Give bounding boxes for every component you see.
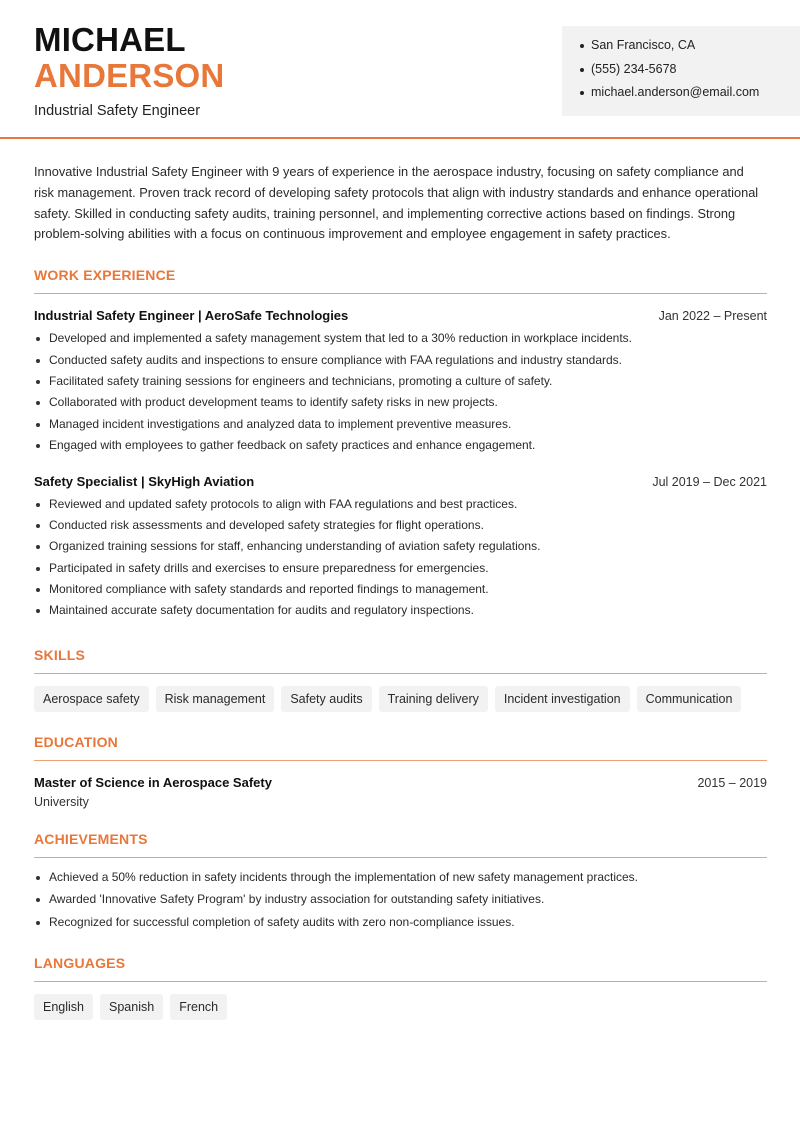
achievements-heading: ACHIEVEMENTS: [34, 831, 767, 858]
summary: Innovative Industrial Safety Engineer with 9 years of experience in the aerospace industry, focusing on safety compliance and risk management. Proven track record of developing safety protocols that align with industry standards and enhance operational safety. Skilled in conducting safety audits, training personnel, and implementing corrective actions based on findings. Strong problem-solving abilities with a focus on continuous improvement and employee engagement in safety practices.: [34, 164, 759, 242]
list-item: [34, 438, 767, 459]
list-item-text: Participated in safety drills and exercises to ensure preparedness for emergencies.: [49, 560, 489, 575]
list-item: [34, 603, 767, 624]
last-name: ANDERSON: [34, 57, 225, 94]
list-item: [34, 497, 767, 518]
list-item-text: Engaged with employees to gather feedback on safety practices and enhance engagement.: [49, 438, 536, 453]
bullet-icon: [36, 588, 40, 592]
language-chip: French: [170, 994, 227, 1020]
achievements-list: [34, 870, 767, 938]
bullet-icon: [36, 444, 40, 448]
list-item: [34, 870, 767, 893]
list-item-text: Awarded 'Innovative Safety Program' by industry association for outstanding safety initiatives.: [49, 892, 545, 907]
list-item: [34, 353, 767, 374]
job-title: Industrial Safety Engineer: [34, 103, 201, 119]
bullet-icon: [36, 380, 40, 384]
skills-heading: SKILLS: [34, 647, 767, 674]
list-item-text: Maintained accurate safety documentation for audits and regulatory inspections.: [49, 603, 474, 618]
school: University: [34, 794, 89, 809]
list-item-text: Organized training sessions for staff, enhancing understanding of aviation safety regulations.: [49, 539, 541, 554]
list-item: [34, 518, 767, 539]
education-heading: EDUCATION: [34, 734, 767, 761]
list-item: [34, 915, 767, 938]
bullet-icon: [36, 921, 40, 925]
education-header: [34, 775, 767, 790]
list-item-text: Conducted risk assessments and developed safety strategies for flight operations.: [49, 517, 484, 532]
list-item: [34, 561, 767, 582]
job-bullets: [34, 331, 767, 459]
list-item-text: Recognized for successful completion of safety audits with zero non-compliance issues.: [49, 914, 515, 929]
contact-email: [580, 85, 800, 109]
contact-location-text: San Francisco, CA: [591, 38, 696, 52]
bullet-icon: [36, 898, 40, 902]
list-item: [34, 892, 767, 915]
contact-box: [562, 26, 800, 116]
bullet-icon: [36, 545, 40, 549]
bullet-icon: [36, 359, 40, 363]
bullet-icon: [36, 503, 40, 507]
contact-location: [580, 38, 800, 62]
skill-chip: Safety audits: [281, 686, 371, 712]
list-item: [34, 539, 767, 560]
list-item-text: Collaborated with product development teams to identify safety risks in new projects.: [49, 395, 498, 410]
resume-body: [34, 162, 767, 1020]
job-header: [34, 474, 767, 489]
list-item-text: Facilitated safety training sessions for engineers and technicians, promoting a culture of safety.: [49, 373, 553, 388]
list-item: [34, 417, 767, 438]
skill-chip: Communication: [637, 686, 742, 712]
job-role: Safety Specialist | SkyHigh Aviation: [34, 473, 255, 489]
bullet-icon: [36, 609, 40, 613]
job-date: Jul 2019 – Dec 2021: [652, 474, 767, 489]
list-item-text: Achieved a 50% reduction in safety incidents through the implementation of new safety management practices.: [49, 869, 639, 884]
list-item-text: Conducted safety audits and inspections to ensure compliance with FAA regulations and industry standards.: [49, 352, 623, 367]
name-block: [34, 22, 224, 119]
list-item-text: Developed and implemented a safety management system that led to a 30% reduction in workplace incidents.: [49, 331, 632, 346]
first-name: MICHAEL: [34, 21, 186, 58]
job-header: [34, 308, 767, 323]
bullet-icon: [580, 68, 584, 72]
contact-email-text: michael.anderson@email.com: [591, 85, 760, 99]
degree: Master of Science in Aerospace Safety: [34, 774, 272, 790]
skill-chip: Incident investigation: [495, 686, 630, 712]
bullet-icon: [36, 524, 40, 528]
list-item: [34, 582, 767, 603]
skills-list: [34, 686, 767, 712]
skill-chip: Risk management: [156, 686, 275, 712]
bullet-icon: [580, 91, 584, 95]
language-chip: Spanish: [100, 994, 163, 1020]
bullet-icon: [36, 876, 40, 880]
language-chip: English: [34, 994, 93, 1020]
job-bullets: [34, 497, 767, 625]
education-date: 2015 – 2019: [697, 775, 767, 790]
list-item: [34, 395, 767, 416]
languages-heading: LANGUAGES: [34, 955, 767, 982]
contact-phone: [580, 62, 800, 86]
list-item-text: Monitored compliance with safety standards and reported findings to management.: [49, 582, 489, 597]
resume-header: [0, 0, 800, 139]
contact-phone-text: (555) 234-5678: [591, 61, 677, 76]
work-experience-heading: WORK EXPERIENCE: [34, 267, 767, 294]
skill-chip: Aerospace safety: [34, 686, 149, 712]
bullet-icon: [36, 337, 40, 341]
bullet-icon: [36, 423, 40, 427]
bullet-icon: [580, 44, 584, 48]
bullet-icon: [36, 401, 40, 405]
bullet-icon: [36, 567, 40, 571]
skill-chip: Training delivery: [379, 686, 488, 712]
list-item: [34, 331, 767, 352]
job-role: Industrial Safety Engineer | AeroSafe Technologies: [34, 308, 349, 324]
languages-list: [34, 994, 767, 1020]
list-item-text: Managed incident investigations and analyzed data to implement preventive measures.: [49, 416, 512, 431]
job-date: Jan 2022 – Present: [658, 309, 767, 324]
list-item: [34, 374, 767, 395]
list-item-text: Reviewed and updated safety protocols to align with FAA regulations and best practices.: [49, 496, 518, 511]
